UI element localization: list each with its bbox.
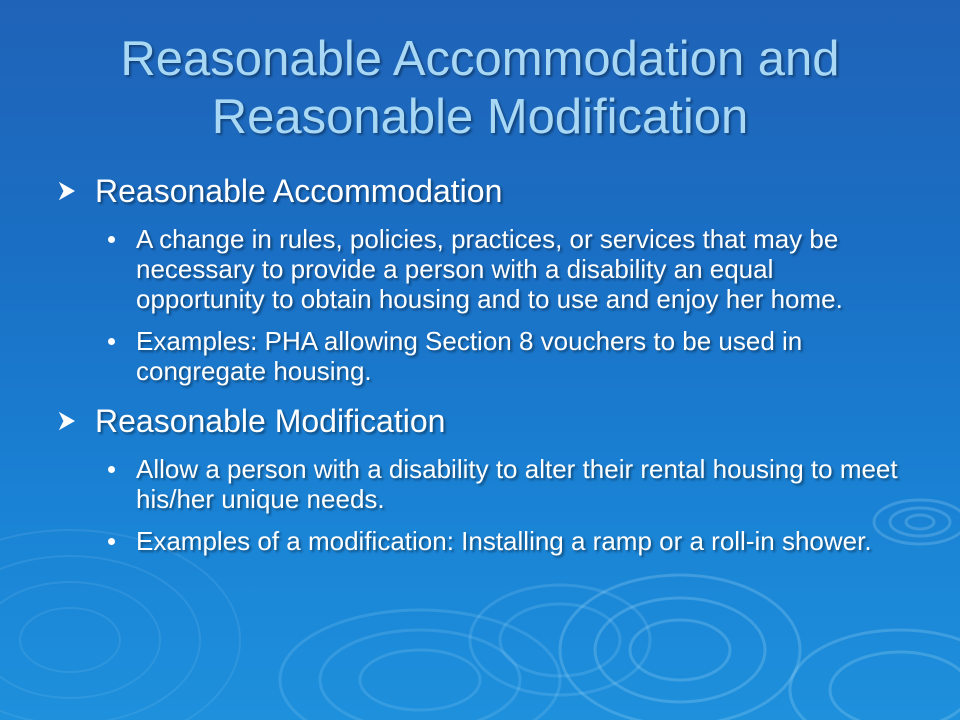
- slide-body: [58, 172, 908, 568]
- list-item-text: Examples: PHA allowing Section 8 vouchers to be used in congregate housing.: [136, 326, 803, 386]
- list-item: [106, 526, 908, 556]
- arrowhead-bullet-icon: [58, 402, 95, 440]
- round-dot-bullet-icon: [108, 236, 115, 243]
- list-item: [106, 454, 908, 514]
- section-heading-modification: [58, 402, 908, 440]
- round-dot-bullet-icon: [108, 466, 115, 473]
- section-heading-label: Reasonable Accommodation: [95, 173, 503, 209]
- list-item-text: Examples of a modification: Installing a ramp or a roll-in shower.: [136, 526, 872, 556]
- slide-title-line-2: Reasonable Modification: [211, 90, 749, 144]
- section-heading-accommodation: [58, 172, 908, 210]
- section-heading-label: Reasonable Modification: [95, 403, 446, 439]
- round-dot-bullet-icon: [108, 338, 115, 345]
- slide-title: [40, 30, 920, 146]
- list-item-text: A change in rules, policies, practices, or services that may be necessary to provide a person with a disability an equal opportunity to obtain housing and to use and enjoy her home.: [136, 224, 843, 314]
- list-item: [106, 224, 908, 314]
- arrowhead-bullet-icon: [58, 172, 95, 210]
- list-item: [106, 326, 908, 386]
- round-dot-bullet-icon: [108, 538, 115, 545]
- slide-title-line-1: Reasonable Accommodation and: [120, 32, 840, 86]
- list-item-text: Allow a person with a disability to alter their rental housing to meet his/her unique needs.: [136, 454, 898, 514]
